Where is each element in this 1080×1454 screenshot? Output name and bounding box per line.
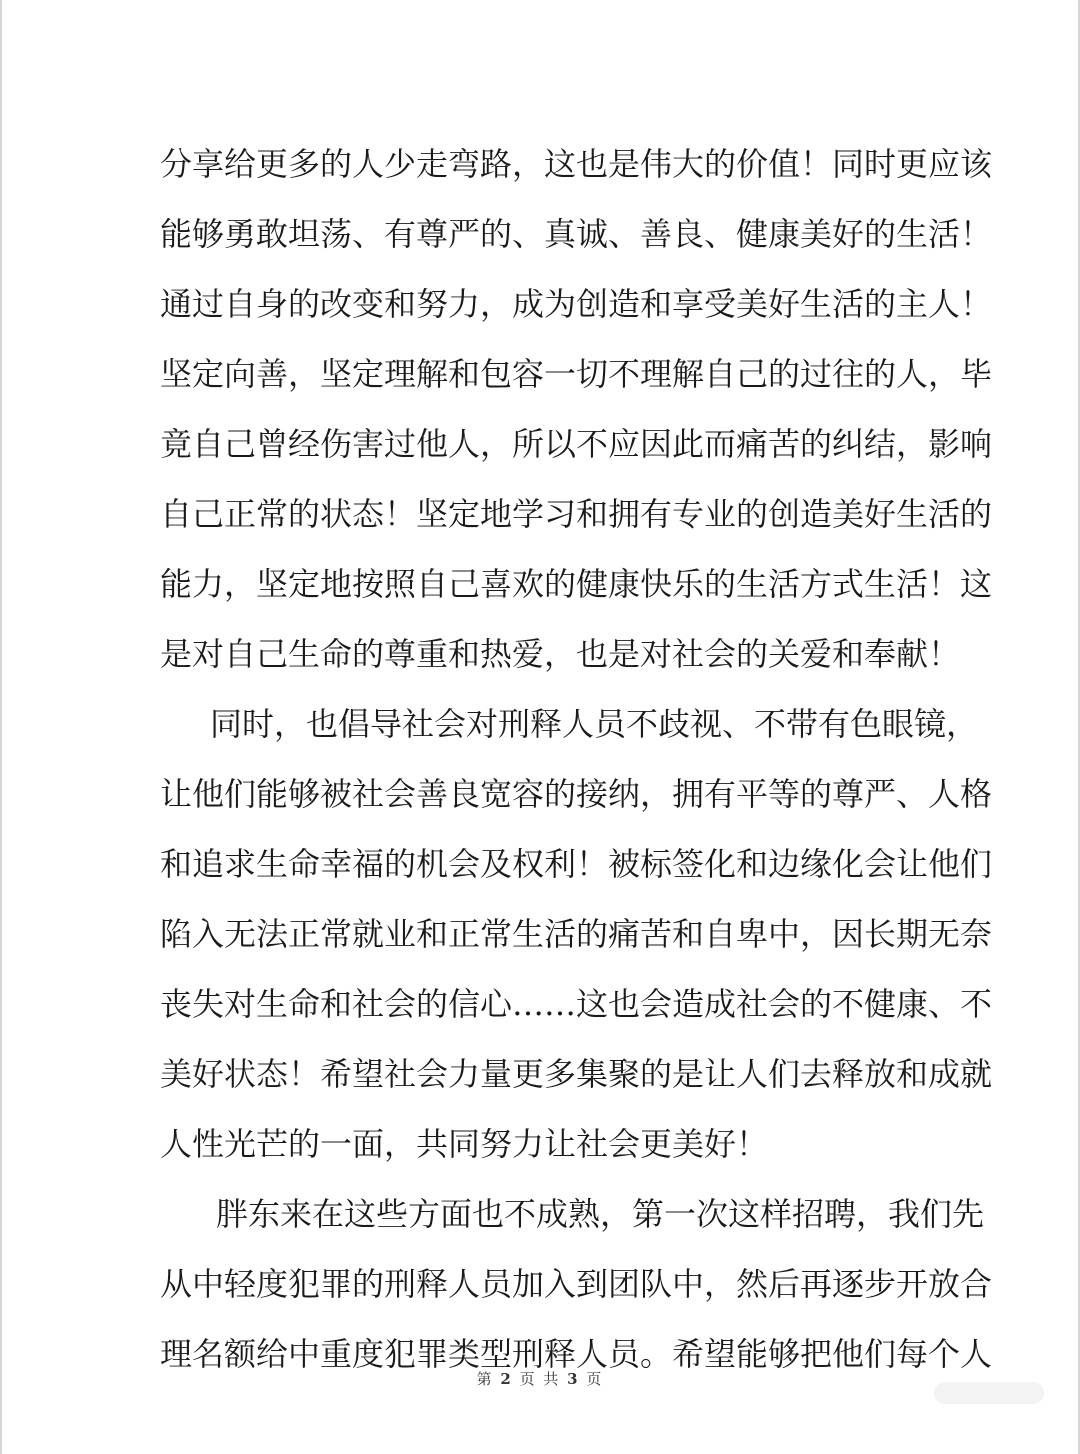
text-line: 从中轻度犯罪的刑释人员加入到团队中，然后再逐步开放合 [160, 1265, 993, 1303]
text-line: 让他们能够被社会善良宽容的接纳，拥有平等的尊严、人格 [160, 775, 993, 813]
footer-current-page: 2 [500, 1370, 513, 1388]
page-footer [0, 1368, 1080, 1389]
footer-total-pages: 3 [567, 1370, 580, 1388]
text-line: 是对自己生命的尊重和热爱，也是对社会的关爱和奉献！ [160, 635, 961, 673]
text-line: 同时，也倡导社会对刑释人员不歧视、不带有色眼镜， [178, 705, 979, 743]
text-line: 竟自己曾经伤害过他人，所以不应因此而痛苦的纠结，影响 [160, 425, 993, 463]
text-line: 丧失对生命和社会的信心……这也会造成社会的不健康、不 [160, 985, 993, 1023]
text-line: 人性光芒的一面，共同努力让社会更美好！ [160, 1125, 769, 1163]
text-line: 能力，坚定地按照自己喜欢的健康快乐的生活方式生活！这 [160, 565, 993, 603]
text-line: 能够勇敢坦荡、有尊严的、真诚、善良、健康美好的生活！ [160, 215, 993, 253]
text-line: 陷入无法正常就业和正常生活的痛苦和自卑中，因长期无奈 [160, 915, 993, 953]
page-left-border [0, 0, 2, 1454]
text-line: 自己正常的状态！坚定地学习和拥有专业的创造美好生活的 [160, 495, 993, 533]
footer-prefix: 第 [476, 1370, 494, 1388]
watermark [934, 1382, 1044, 1404]
text-line: 分享给更多的人少走弯路，这也是伟大的价值！同时更应该 [160, 145, 993, 183]
footer-mid: 页 共 [519, 1370, 561, 1388]
text-line: 坚定向善，坚定理解和包容一切不理解自己的过往的人，毕 [160, 355, 993, 393]
text-line: 和追求生命幸福的机会及权利！被标签化和边缘化会让他们 [160, 845, 993, 883]
text-line: 胖东来在这些方面也不成熟，第一次这样招聘，我们先 [184, 1195, 985, 1233]
text-line: 通过自身的改变和努力，成为创造和享受美好生活的主人！ [160, 285, 993, 323]
footer-suffix: 页 [586, 1370, 604, 1388]
text-line: 理名额给中重度犯罪类型刑释人员。希望能够把他们每个人 [160, 1335, 993, 1373]
document-body [160, 136, 993, 1396]
text-line: 美好状态！希望社会力量更多集聚的是让人们去释放和成就 [160, 1055, 993, 1093]
